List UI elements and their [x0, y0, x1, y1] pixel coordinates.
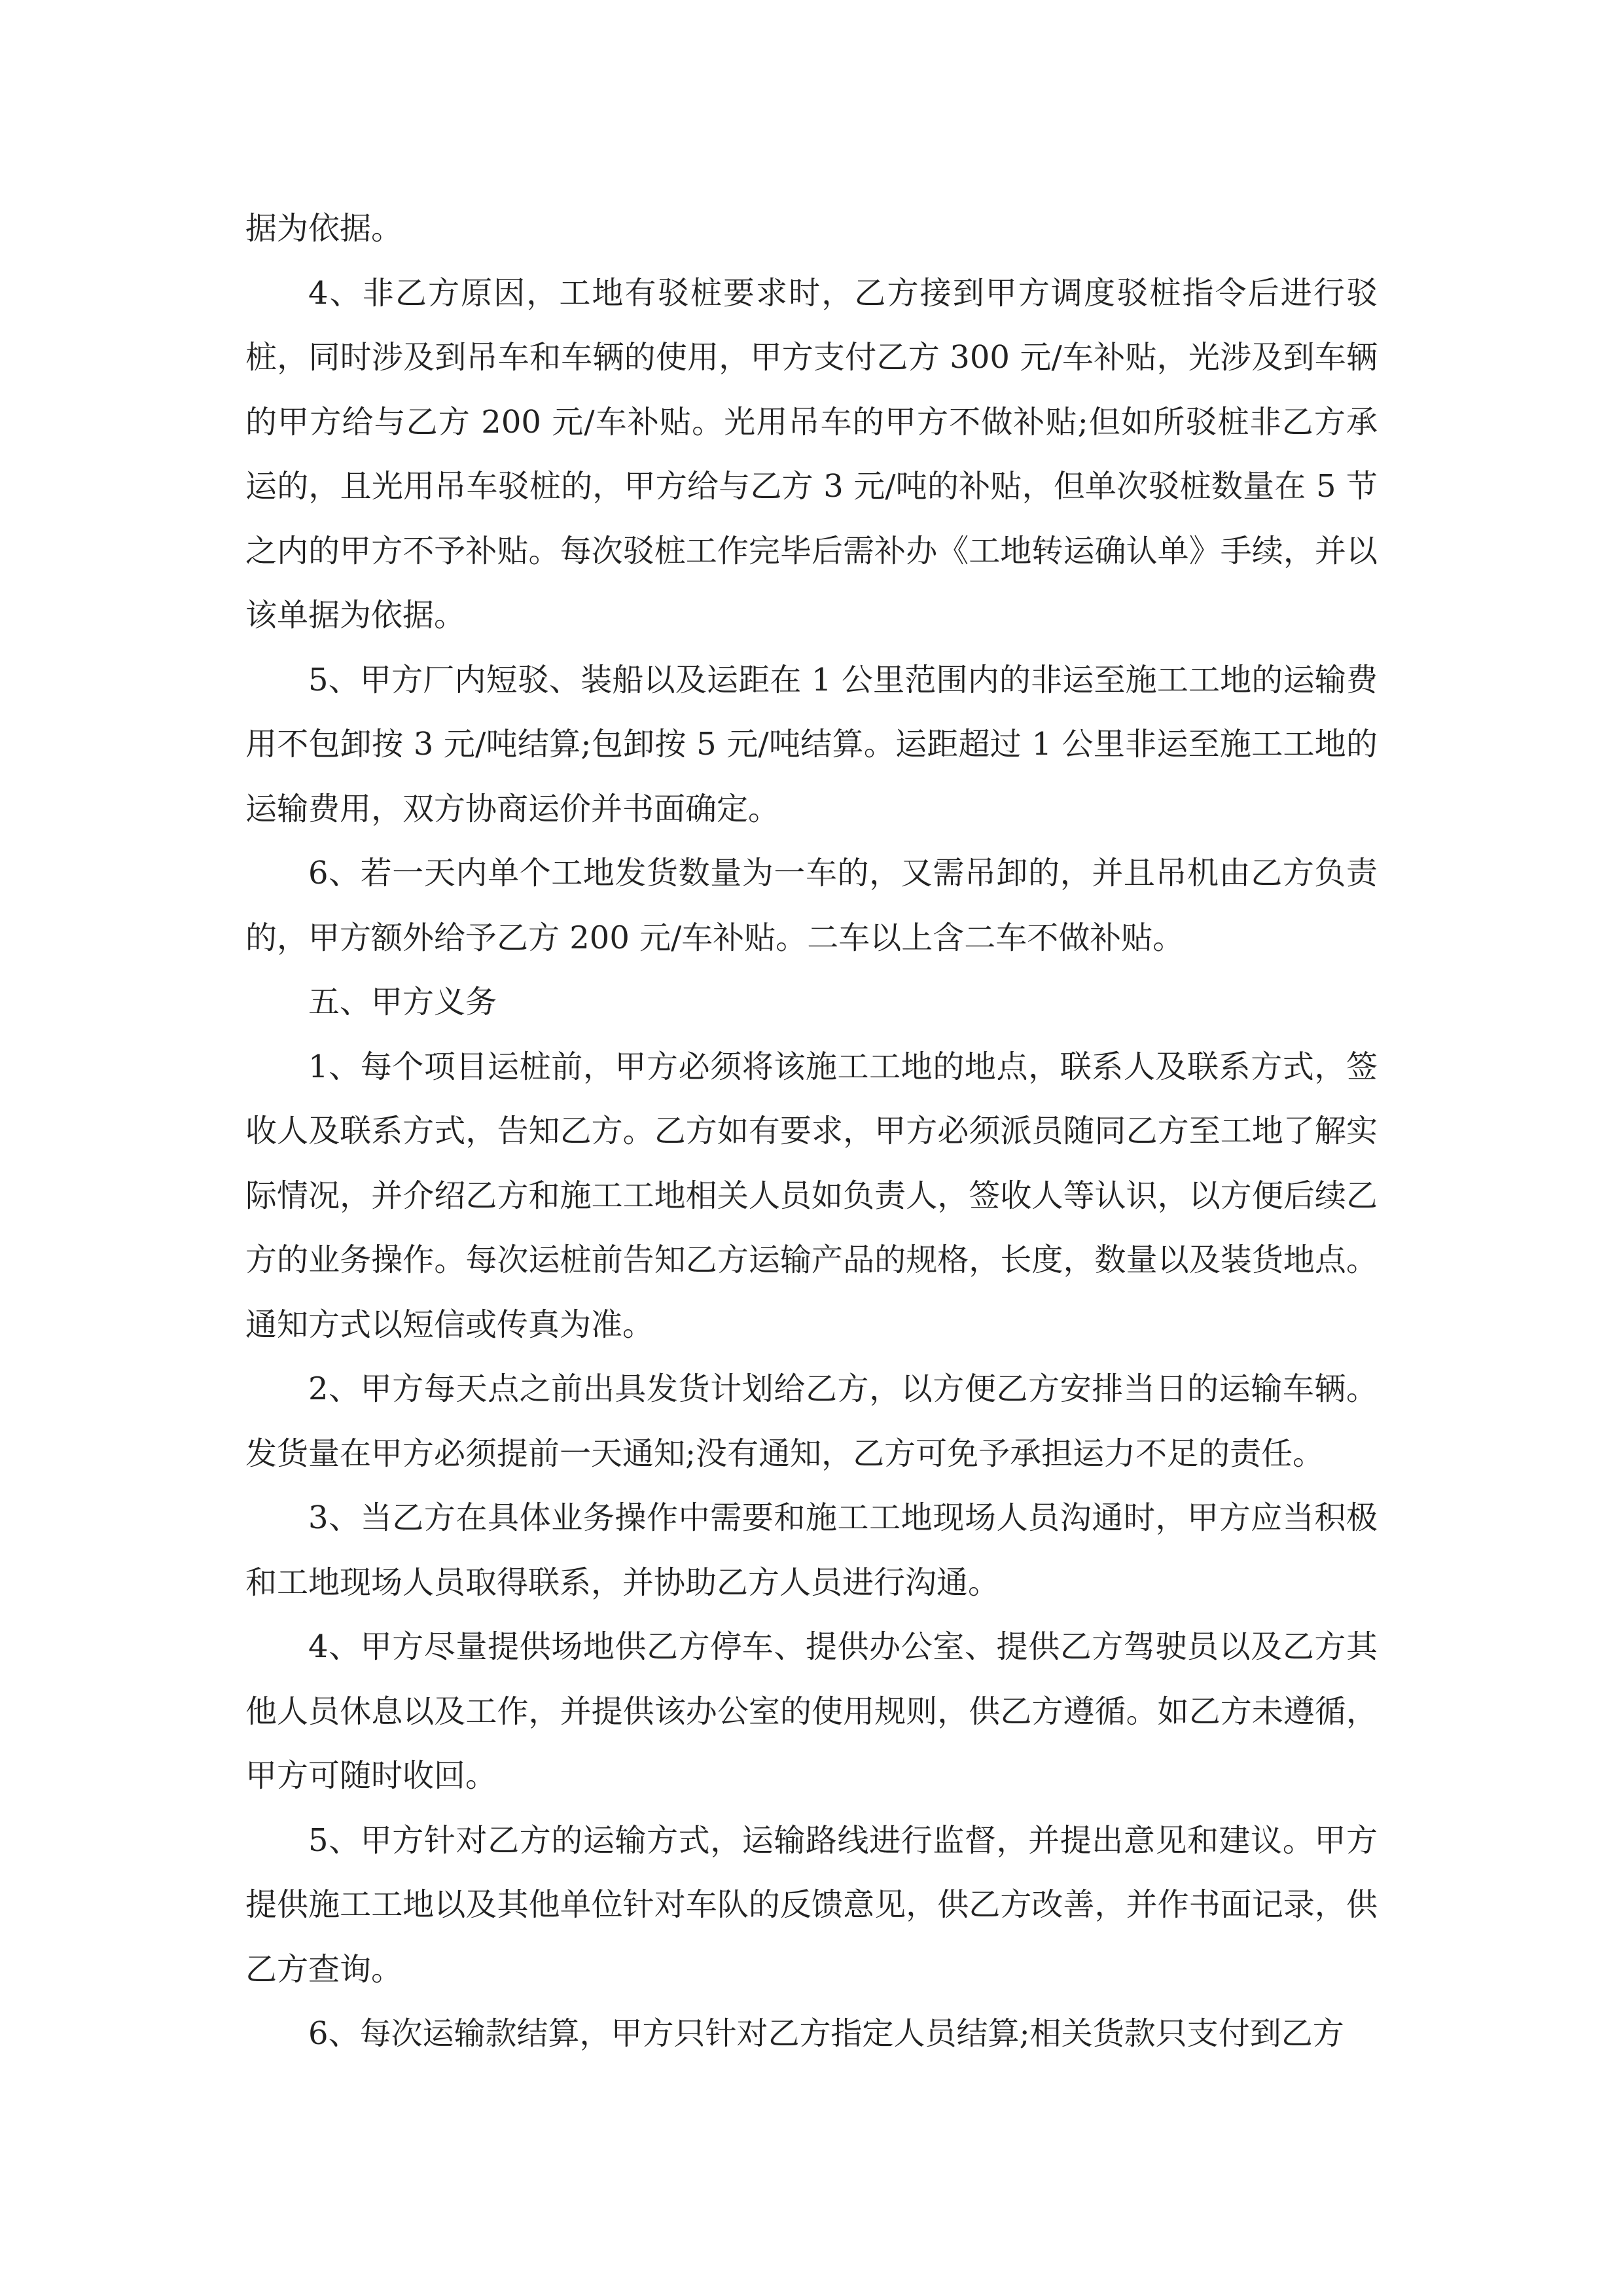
paragraph-obligation-5: 5、甲方针对乙方的运输方式，运输路线进行监督，并提出意见和建议。甲方提供施工工地以及其他单位针对车队的反馈意见，供乙方改善，并作书面记录，供乙方查询。 [245, 1821, 1378, 1988]
paragraph-obligation-4: 4、甲方尽量提供场地供乙方停车、提供办公室、提供乙方驾驶员以及乙方其他人员休息以及工作，并提供该办公室的使用规则，供乙方遵循。如乙方未遵循，甲方可随时收回。 [245, 1628, 1378, 1794]
paragraph-obligation-2: 2、甲方每天点之前出具发货计划给乙方，以方便乙方安排当日的运输车辆。发货量在甲方必须提前一天通知;没有通知，乙方可免予承担运力不足的责任。 [245, 1371, 1378, 1472]
paragraph-obligation-1: 1、每个项目运桩前，甲方必须将该施工工地的地点，联系人及联系方式，签收人及联系方式，告知乙方。乙方如有要求，甲方必须派员随同乙方至工地了解实际情况，并介绍乙方和施工工地相关人员如负责人，签收人等认识，以方便后续乙方的业务操作。每次运桩前告知乙方运输产品的规格，长度，数量以及装货地点。通知方式以短信或传真为准。 [245, 1048, 1378, 1343]
paragraph-obligation-6: 6、每次运输款结算，甲方只针对乙方指定人员结算;相关货款只支付到乙方 [308, 2015, 1344, 2052]
contract-body [245, 196, 1378, 2066]
paragraph-clause-6-single-truck: 6、若一天内单个工地发货数量为一车的，又需吊卸的，并且吊机由乙方负责的，甲方额外给予乙方 200 元/车补贴。二车以上含二车不做补贴。 [245, 855, 1378, 956]
paragraph-continuation: 据为依据。 [245, 210, 403, 247]
paragraph-obligation-3: 3、当乙方在具体业务操作中需要和施工工地现场人员沟通时，甲方应当积极和工地现场人员取得联系，并协助乙方人员进行沟通。 [245, 1499, 1378, 1601]
paragraph-clause-4-pile-transfer: 4、非乙方原因，工地有驳桩要求时，乙方接到甲方调度驳桩指令后进行驳桩，同时涉及到吊车和车辆的使用，甲方支付乙方 300 元/车补贴，光涉及到车辆的甲方给与乙方 200 元/车补贴。光用吊车的甲方不做补贴;但如所驳桩非乙方承运的，且光用吊车驳桩的，甲方给与乙方 3 元/吨的补贴，但单次驳桩数量在 5 节之内的甲方不予补贴。每次驳桩工作完毕后需补办《工地转运确认单》手续，并以该单据为依据。 [245, 274, 1378, 634]
paragraph-clause-5-short-haul: 5、甲方厂内短驳、装船以及运距在 1 公里范围内的非运至施工工地的运输费用不包卸按 3 元/吨结算;包卸按 5 元/吨结算。运距超过 1 公里非运至施工工地的运输费用，双方协商运价并书面确定。 [245, 661, 1378, 827]
section-heading-party-a-obligations: 五、甲方义务 [308, 984, 497, 1020]
